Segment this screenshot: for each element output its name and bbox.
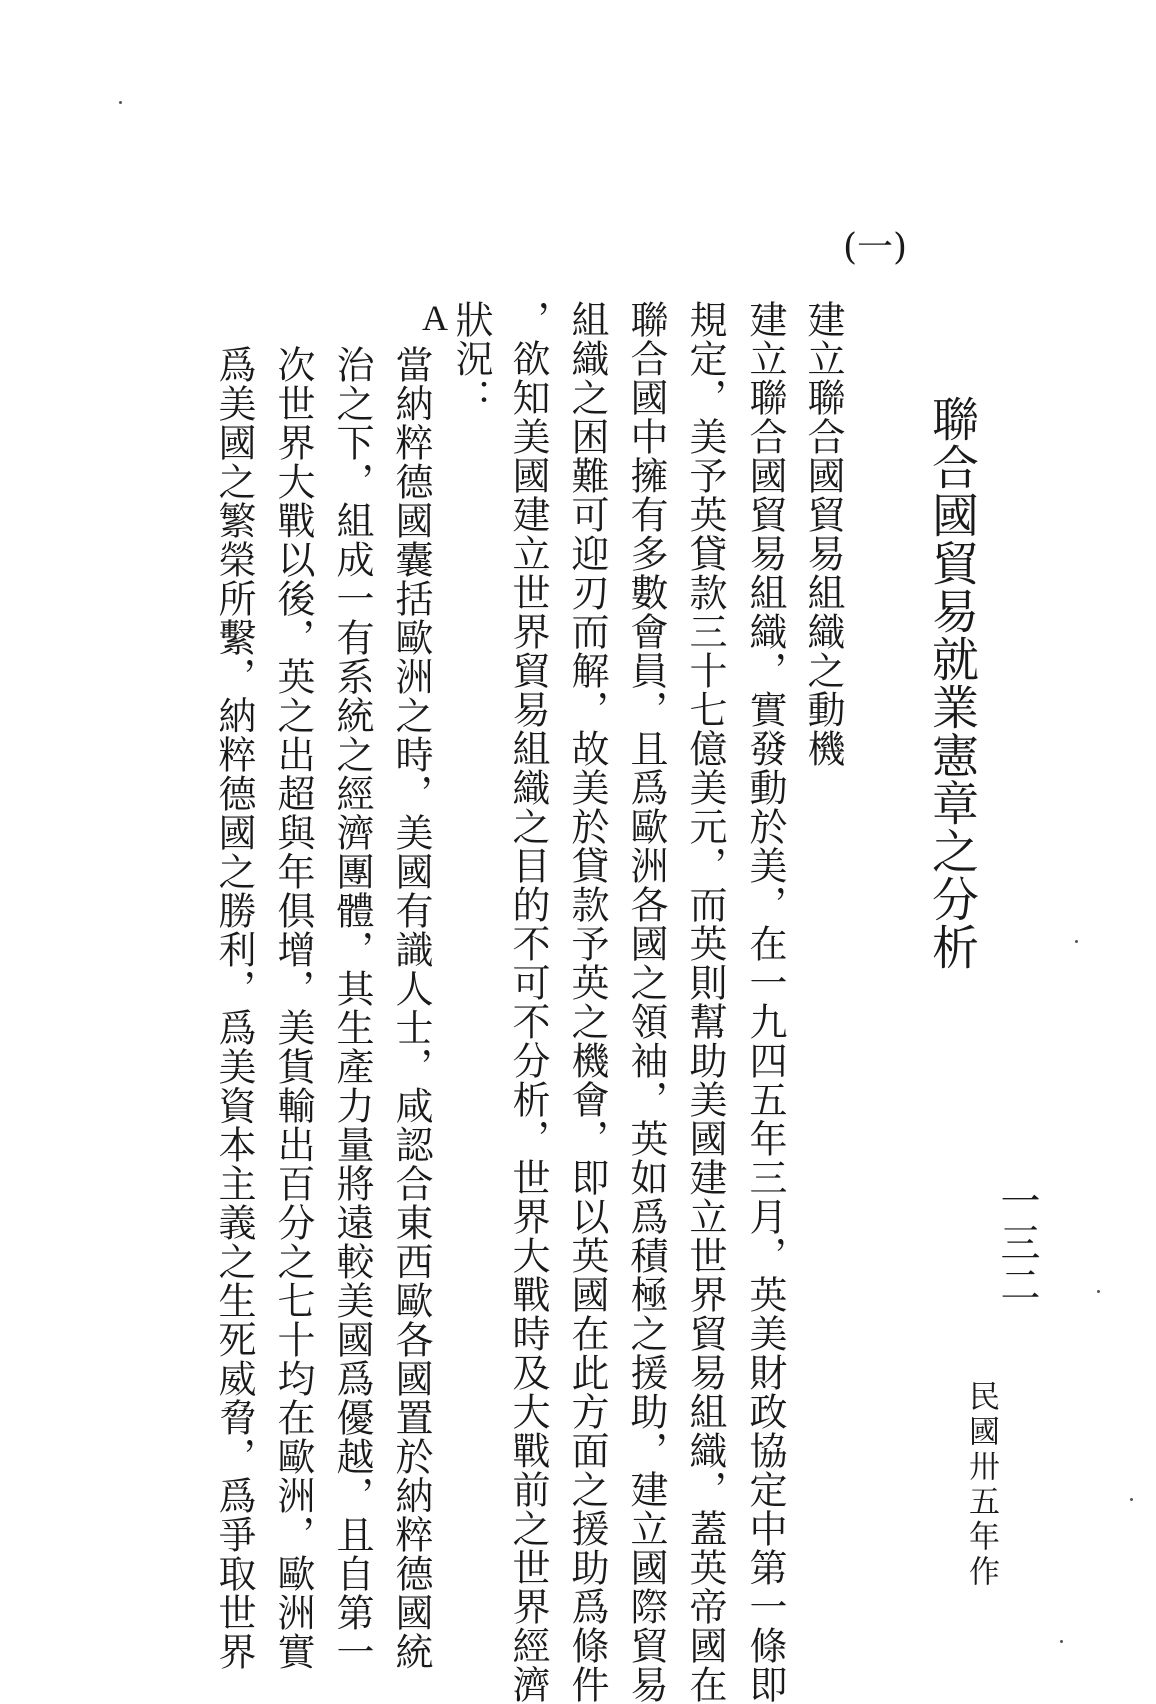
paragraph1-line: 狀況： xyxy=(449,300,493,417)
section-heading: 建立聯合國貿易組織之動機 xyxy=(801,300,845,768)
paragraph2-line: 次世界大戰以後，英之出超與年俱增，美貨輸出百分之七十均在歐洲，歐洲實 xyxy=(271,345,315,1671)
paragraph1-line: 規定，美予英貸款三十七億美元，而英則幫助美國建立世界貿易組織，蓋英帝國在 xyxy=(683,300,727,1704)
paragraph1-line: 組織之困難可迎刃而解，故美於貸款予英之機會，即以英國在此方面之援助爲條件 xyxy=(565,300,609,1704)
scan-speck xyxy=(119,101,122,104)
scan-speck xyxy=(1060,1640,1063,1643)
scan-speck xyxy=(1075,940,1078,943)
paragraph2-line: 治之下，組成一有系統之經濟團體，其生產力量將遠較美國爲優越，且自第一 xyxy=(330,345,374,1671)
paragraph1-line: 建立聯合國貿易組織，實發動於美，在一九四五年三月，英美財政協定中第一條即 xyxy=(743,300,787,1704)
page-number: 一三二 xyxy=(994,1180,1040,1306)
paragraph1-line: 聯合國中擁有多數會員，且爲歐洲各國之領袖，英如爲積極之援助，建立國際貿易 xyxy=(624,300,668,1704)
page-title: 聯合國貿易就業憲章之分析 xyxy=(924,395,979,971)
paragraph2-line: 爲美國之繁榮所繫，納粹德國之勝利，爲美資本主義之生死威脅，爲爭取世界 xyxy=(212,345,256,1671)
paragraph2-line: 當納粹德國囊括歐洲之時，美國有識人士，咸認合東西歐各國置於納粹德國統 xyxy=(389,345,433,1671)
scan-speck xyxy=(1130,1498,1133,1501)
section-marker: (一) xyxy=(843,227,908,268)
scan-speck xyxy=(1097,1290,1100,1293)
subsection-label: A xyxy=(422,298,448,338)
date-note: 民國卅五年作 xyxy=(963,1380,999,1590)
paragraph1-line: ，欲知美國建立世界貿易組織之目的不可不分析，世界大戰時及大戰前之世界經濟 xyxy=(506,300,550,1704)
